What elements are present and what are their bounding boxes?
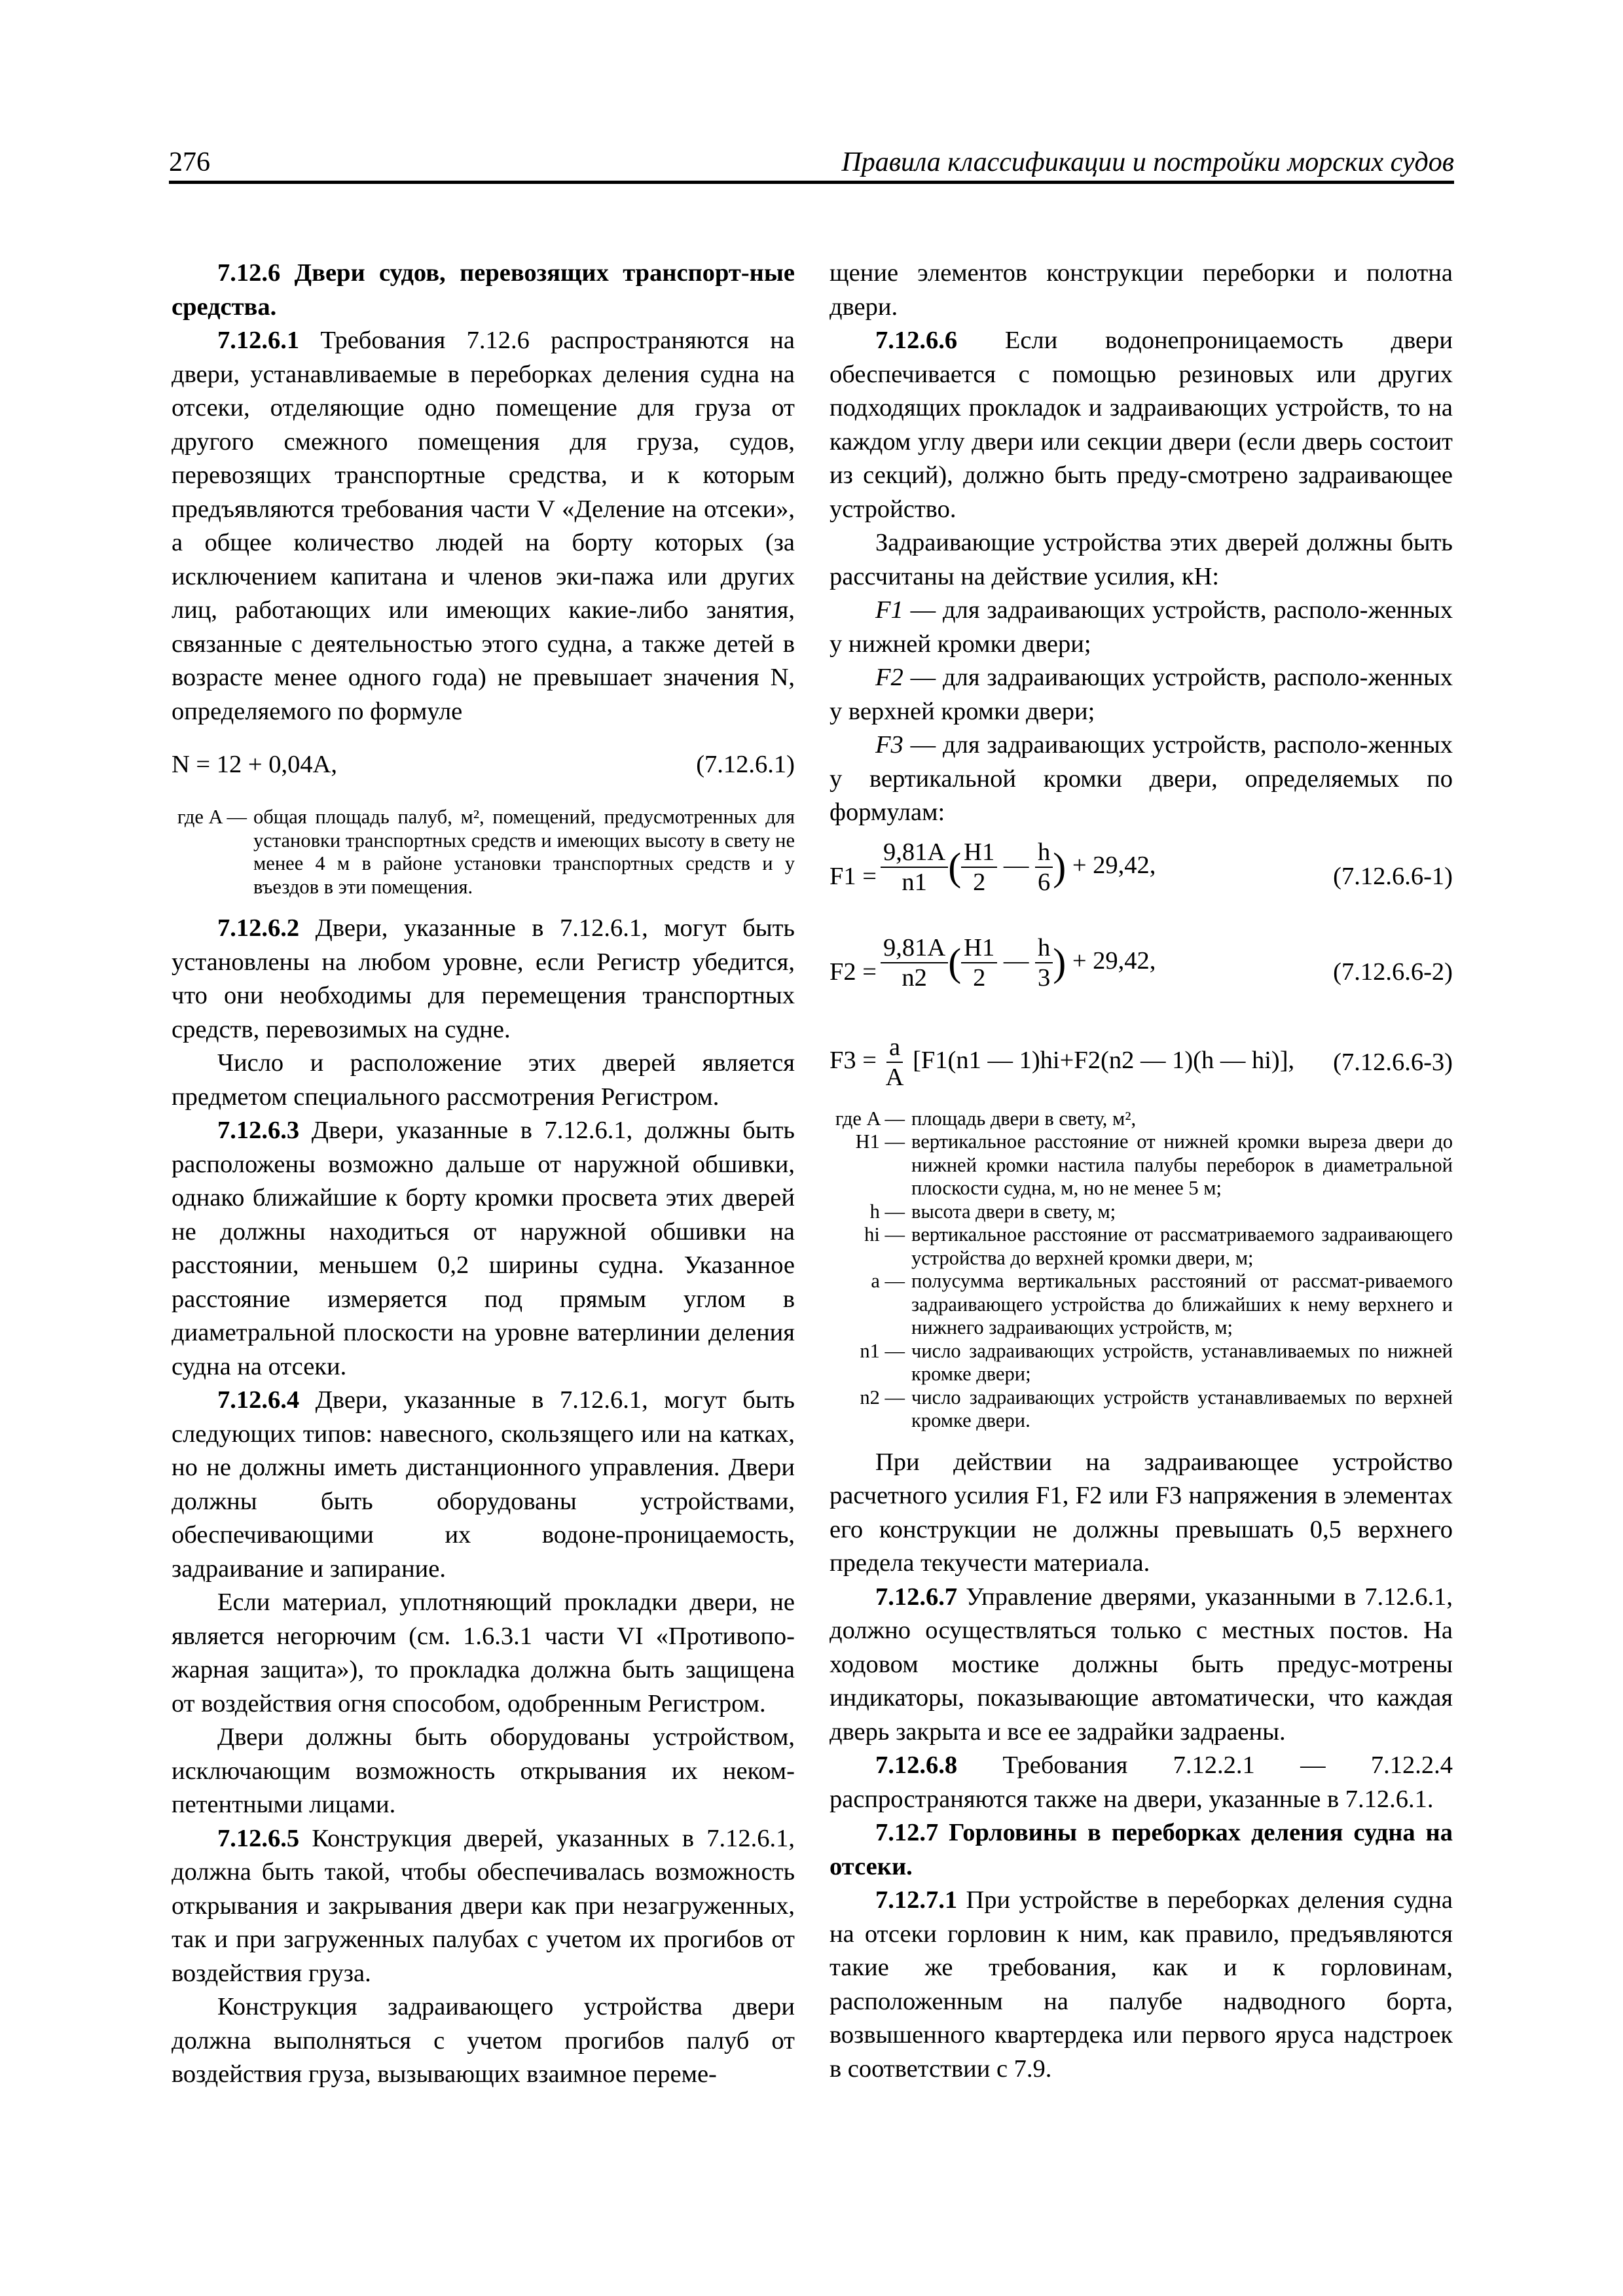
- numerator: h: [1035, 838, 1053, 868]
- paragraph-text: При устройстве в переборках деления судна на отсеки горловин к ним, как правило, предъявляются такие же требования, как и к горловинам, расположенным на палубе надводного борта, возвышенного квартердека или первого яруса надстроек в соответствии с 7.9.: [830, 1886, 1453, 2083]
- paragraph-text: Конструкция дверей, указанных в 7.12.6.1, должна быть такой, чтобы обеспечивалась возможность открывания и закрывания двери как при незагруженных, так и при загруженных палубах с учетом их прогибов от воздействия груза.: [172, 1824, 795, 1987]
- formula-7-12-6-6-3: [830, 1021, 1453, 1102]
- formula-tail: + 29,42,: [1072, 851, 1156, 879]
- page-header: [169, 144, 1454, 184]
- paragraph-7-12-6-6: [830, 324, 1453, 526]
- paragraph-7-12-6-8: [830, 1749, 1453, 1816]
- paragraph-7-12-6-7: [830, 1581, 1453, 1749]
- legend-symbol: n2 —: [860, 1386, 905, 1408]
- formula-number: (7.12.6.1): [696, 751, 795, 778]
- formula-7-12-6-6-2: [830, 925, 1453, 1021]
- paragraph-text: Управление дверями, указанными в 7.12.6.1, должно осуществляться только с местных постов. На ходовом мостике должны быть предус-мотрены индикаторы, показывающие автоматически, что каждая дверь закрыта и все ее задрайки задраены.: [830, 1583, 1453, 1746]
- denominator: 2: [973, 963, 986, 992]
- legend-symbol: H1 —: [855, 1130, 905, 1153]
- fraction: [1035, 838, 1053, 897]
- denominator: 3: [1037, 963, 1051, 992]
- paragraph-text: Двери, указанные в 7.12.6.1, могут быть установлены на любом уровне, если Регистр убедится, что они необходимы для перемещения транспортных средств, перевозимых на судне.: [172, 914, 795, 1043]
- definition-f1: [830, 594, 1453, 661]
- formula-lhs: F1 =: [830, 862, 877, 890]
- paren-open: (: [948, 844, 962, 888]
- formula-lhs: F3 =: [830, 1046, 877, 1074]
- legend-symbol: где A —: [177, 806, 247, 828]
- paragraph-text: Если водонепроницаемость двери обеспечивается с помощью резиновых или других подходящих прокладок и задраивающих устройств, то на каждом углу двери или секции двери (если дверь состоит из секций), должно быть преду-смотрено задраивающее устройство.: [830, 327, 1453, 523]
- legend-symbol: h —: [869, 1200, 905, 1223]
- paragraph-text: Конструкция задраивающего устройства двери должна выполняться с учетом прогибов палуб от воздействия груза, вызывающих взаимное переме-: [172, 1993, 795, 2088]
- paragraph-7-12-6-1: [172, 324, 795, 728]
- denominator: 6: [1037, 868, 1051, 896]
- paragraph-text: Двери, указанные в 7.12.6.1, могут быть следующих типов: навесного, скользящего или на катках, но не должны иметь дистанционного управления. Двери должны быть оборудованы устройствами, обеспечивающими их водоне-проницаемость, задраивание и запирание.: [172, 1386, 795, 1583]
- definition-text: — для задраивающих устройств, располо-женных у верхней кромки двери;: [830, 664, 1453, 725]
- paragraph-7-12-6-5: [172, 1822, 795, 1991]
- formula-number: (7.12.6.6-1): [1333, 862, 1453, 890]
- paragraph-text: Требования 7.12.6 распространяются на двери, устанавливаемые в переборках деления судна на отсеки, отделяющие одно помещение для груза от другого смежного помещения для груза, судов, перевозящих транспортные средства, и к которым предъявляются требования части V «Деление на отсеки», а общее количество людей на борту которых (за исключением капитана и членов эки-пажа или других лиц, работающих или имеющих какие-либо занятия, связанные с деятельностью этого судна, а также детей в возрасте менее одного года) не превышает значения N, определяемого по формуле: [172, 327, 795, 725]
- running-title: Правила классификации и постройки морских судов: [841, 147, 1454, 177]
- section-heading-7-12-6: 7.12.6 Двери судов, перевозящих транспорт-ные средства.: [172, 259, 795, 321]
- denominator: 2: [973, 868, 986, 896]
- legend-row: [830, 1223, 1453, 1270]
- legend-row: [830, 1270, 1453, 1340]
- paren-close: ): [1053, 844, 1067, 888]
- formula-number: (7.12.6.6-3): [1333, 1048, 1453, 1076]
- definition-text: — для задраивающих устройств, располо-женных у вертикальной кромки двери, определяемых по формулам:: [830, 731, 1453, 826]
- formula-7-12-6-1: [172, 728, 795, 800]
- legend-text: число задраивающих устройств устанавливаемых по верхней кромке двери.: [911, 1386, 1453, 1431]
- legend-text: площадь двери в свету, м²,: [911, 1107, 1137, 1130]
- fraction: [881, 933, 948, 992]
- paragraph-continuation: щение элементов конструкции переборки и полотна двери.: [830, 259, 1453, 321]
- paragraph-text: Число и расположение этих дверей является предметом специального рассмотрения Регистром.: [172, 1049, 795, 1111]
- legend-symbol: a —: [871, 1270, 905, 1292]
- fraction: [881, 838, 948, 897]
- fraction: [961, 933, 997, 992]
- paragraph-text: Двери должны быть оборудованы устройством, исключающим возможность открывания их неком-петентными лицами.: [172, 1723, 795, 1818]
- symbol-f3: F3: [875, 731, 903, 759]
- legend-text: высота двери в свету, м;: [911, 1200, 1116, 1223]
- left-column: [172, 257, 795, 2092]
- paragraph-text: Требования 7.12.2.1 — 7.12.2.4 распространяются также на двери, указанные в 7.12.6.1.: [830, 1751, 1453, 1813]
- formula-expression: N = 12 + 0,04A,: [172, 751, 338, 778]
- denominator: n2: [902, 963, 927, 992]
- denominator: n1: [902, 868, 927, 896]
- formula-legend: [830, 1107, 1453, 1433]
- numerator: h: [1035, 933, 1053, 963]
- right-column: [830, 257, 1453, 2086]
- symbol-f1: F1: [875, 596, 903, 624]
- legend-text: полусумма вертикальных расстояний от рассмат-риваемого задраивающего устройства до ближайших к нему верхнего и нижнего задраивающих устройств, м;: [911, 1270, 1453, 1338]
- minus-sign: —: [1003, 851, 1029, 879]
- legend-text: вертикальное расстояние от рассматриваемого задраивающего устройства до верхней кромки двери, м;: [911, 1223, 1453, 1269]
- clause-number: 7.12.6.5: [217, 1824, 300, 1852]
- legend-row: [830, 1340, 1453, 1386]
- clause-number: 7.12.6.8: [875, 1751, 958, 1779]
- fraction: [961, 838, 997, 897]
- legend-text: число задраивающих устройств, устанавливаемых по нижней кромке двери;: [911, 1339, 1453, 1385]
- formula-rhs: [830, 1033, 1294, 1092]
- clause-number: 7.12.6.1: [217, 327, 300, 354]
- paragraph-text: При действии на задраивающее устройство расчетного усилия F1, F2 или F3 напряжения в элементах его конструкции не должны превышать 0,5 верхнего предела текучести материала.: [830, 1448, 1453, 1577]
- numerator: 9,81A: [881, 838, 948, 868]
- numerator: 9,81A: [881, 933, 948, 963]
- definition-f3: [830, 728, 1453, 830]
- formula-rhs: [881, 838, 1156, 897]
- formula-number: (7.12.6.6-2): [1333, 958, 1453, 986]
- paragraph-text: Двери, указанные в 7.12.6.1, должны быть расположены возможно дальше от наружной обшивки, однако ближайшие к борту кромки просвета этих дверей не должны находиться от наружной обшивки на расстоянии, меньшем 0,2 ширины судна. Указанное расстояние измеряется под прямым углом в диаметральной плоскости на уровне ватерлинии деления судна на отсеки.: [172, 1117, 795, 1380]
- legend-row: [830, 1130, 1453, 1200]
- legend-symbol: hi —: [864, 1223, 905, 1246]
- legend-row: [830, 1200, 1453, 1224]
- fraction: [883, 1033, 907, 1092]
- symbol-f2: F2: [875, 664, 903, 691]
- legend-symbol: n1 —: [860, 1339, 905, 1362]
- paren-open: (: [948, 940, 962, 984]
- definition-f2: [830, 661, 1453, 728]
- formula-tail: + 29,42,: [1072, 946, 1156, 975]
- legend-row: [830, 1107, 1453, 1131]
- numerator: H1: [961, 933, 997, 963]
- legend-symbol: где A —: [835, 1107, 905, 1130]
- paragraph-7-12-6-2: [172, 912, 795, 1047]
- paragraph-text: Если материал, уплотняющий прокладки двери, не является негорючим (см. 1.6.3.1 части VI «Противопо-жарная защита»), то прокладка должна быть защищена от воздействия огня способом, одобренным Регистром.: [172, 1588, 795, 1717]
- clause-number: 7.12.6.4: [217, 1386, 300, 1414]
- denominator: A: [885, 1063, 904, 1091]
- definition-text: — для задраивающих устройств, располо-женных у нижней кромки двери;: [830, 596, 1453, 658]
- numerator: a: [886, 1033, 903, 1063]
- formula-rhs: [881, 933, 1156, 992]
- formula-legend: [172, 806, 795, 899]
- legend-row: [830, 1386, 1453, 1433]
- clause-number: 7.12.6.3: [217, 1117, 300, 1144]
- page-number: 276: [169, 147, 210, 177]
- paragraph-7-12-6-3: [172, 1114, 795, 1384]
- minus-sign: —: [1003, 946, 1029, 975]
- paragraph-text: Задраивающие устройства этих дверей должны быть рассчитаны на действие усилия, кН:: [830, 529, 1453, 590]
- formula-lhs: F2 =: [830, 958, 877, 986]
- formula-7-12-6-6-1: [830, 830, 1453, 925]
- fraction: [1035, 933, 1053, 992]
- legend-text: вертикальное расстояние от нижней кромки выреза двери до нижней кромки настила палубы переборок в диаметральной плоскости судна, м, но не менее 5 м;: [911, 1130, 1453, 1199]
- clause-number: 7.12.6.2: [217, 914, 300, 942]
- clause-number: 7.12.7.1: [875, 1886, 958, 1914]
- paren-close: ): [1053, 940, 1067, 984]
- paragraph-7-12-7-1: [830, 1884, 1453, 2086]
- clause-number: 7.12.6.6: [875, 327, 958, 354]
- numerator: H1: [961, 838, 997, 868]
- section-heading-7-12-7: 7.12.7 Горловины в переборках деления судна на отсеки.: [830, 1819, 1453, 1880]
- paragraph-7-12-6-4: [172, 1384, 795, 1586]
- clause-number: 7.12.6.7: [875, 1583, 958, 1611]
- legend-row: [172, 806, 795, 899]
- legend-text: общая площадь палуб, м², помещений, предусмотренных для установки транспортных средств и имеющих высоту в свету не менее 4 м в районе установки транспортных средств и у въездов в эти помещения.: [253, 806, 795, 898]
- formula-bracket-expression: [F1(n1 — 1)hi+F2(n2 — 1)(h — hi)],: [913, 1046, 1295, 1074]
